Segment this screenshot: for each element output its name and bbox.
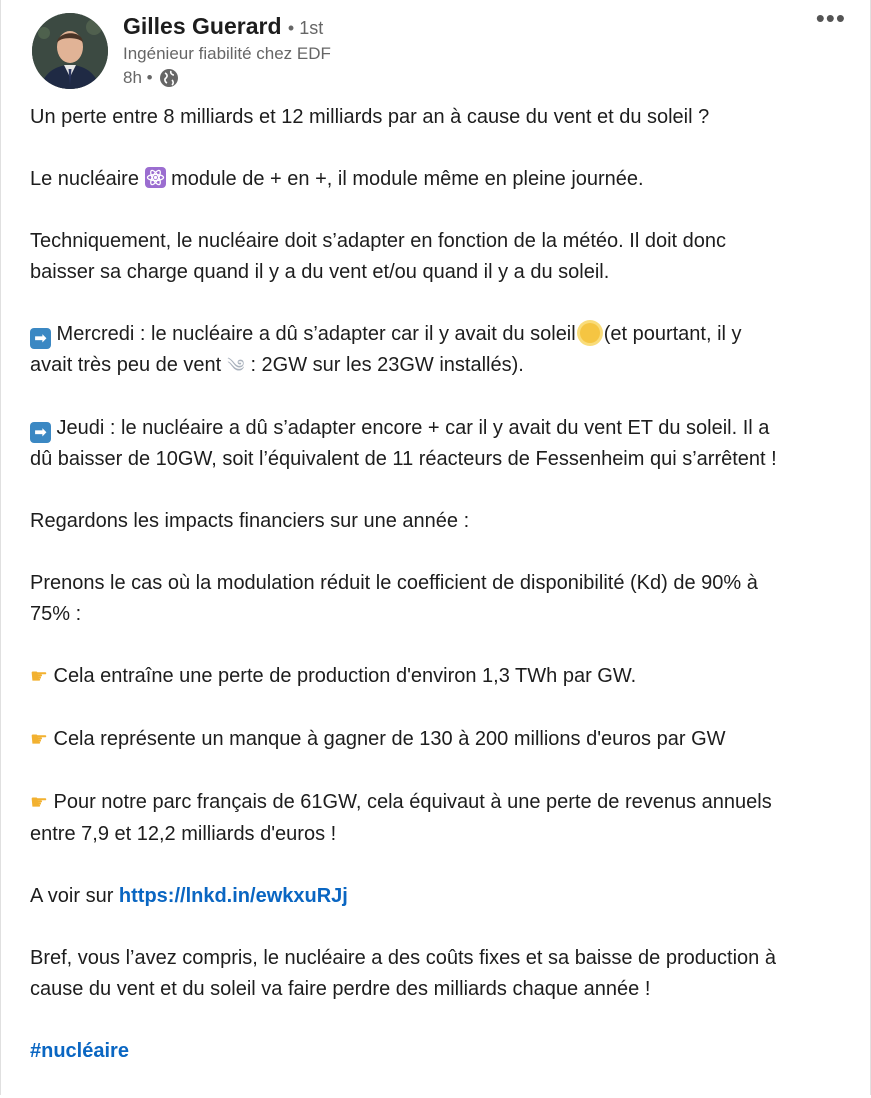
post-paragraph <box>30 164 850 195</box>
post-text: : 2GW sur les 23GW installés). <box>250 354 524 376</box>
right-arrow-icon: ➡ <box>30 422 51 443</box>
post-paragraph <box>30 413 850 475</box>
post-paragraph <box>30 881 850 912</box>
post-meta <box>123 68 179 88</box>
post-paragraph <box>30 724 850 756</box>
post-body <box>30 102 850 1098</box>
pointing-hand-icon: ☛ <box>30 729 48 751</box>
more-options-icon[interactable]: ••• <box>815 3 846 33</box>
atom-icon <box>145 167 166 188</box>
avatar[interactable] <box>32 13 108 89</box>
post-link[interactable]: https://lnkd.in/ewkxuRJj <box>118 885 348 907</box>
post-paragraph <box>30 1036 850 1067</box>
author-name[interactable] <box>123 13 323 40</box>
sun-icon <box>580 323 600 343</box>
post-time: 8h • <box>123 68 153 87</box>
post-text: Le nucléaire <box>30 168 145 190</box>
hashtag-link[interactable]: #nucléaire <box>30 1040 129 1062</box>
post-paragraph: Techniquement, le nucléaire doit s’adapter en fonction de la météo. Il doit donc baisser sa charge quand il y a du vent et/ou quand il y a du soleil. <box>30 230 726 283</box>
pointing-hand-icon: ☛ <box>30 666 48 688</box>
author-headline: Ingénieur fiabilité chez EDF <box>123 44 331 63</box>
post-paragraph <box>30 661 850 693</box>
post-text: Pour notre parc français de 61GW, cela équivaut à une perte de revenus annuels entre 7,9 et 12,2 milliards d'euros ! <box>30 791 772 845</box>
globe-icon <box>159 68 179 88</box>
post-text: A voir sur <box>30 885 119 907</box>
post-paragraph: Un perte entre 8 milliards et 12 milliards par an à cause du vent et du soleil ? <box>30 106 710 128</box>
post-text: Mercredi : le nucléaire a dû s’adapter car il y avait du soleil <box>51 323 576 345</box>
post-text: (et pourtant, il y avait très peu de vent <box>30 323 742 376</box>
post-paragraph: Regardons les impacts financiers sur une année : <box>30 510 470 532</box>
right-arrow-icon: ➡ <box>30 328 51 349</box>
connection-degree: • 1st <box>287 18 324 38</box>
post-paragraph <box>30 787 850 850</box>
author-name-text[interactable]: Gilles Guerard <box>123 13 282 39</box>
post-text: Jeudi : le nucléaire a dû s’adapter encore + car il y avait du vent ET du soleil. Il a dû baisser de 10GW, soit l’équivalent de 11 réacteurs de Fessenheim qui s’arrêtent ! <box>30 417 777 470</box>
post-paragraph: Prenons le cas où la modulation réduit le coefficient de disponibilité (Kd) de 90% à 75% : <box>30 572 758 625</box>
pointing-hand-icon: ☛ <box>30 792 48 814</box>
post-paragraph <box>30 319 850 382</box>
wind-icon: ༄ <box>227 356 245 376</box>
post-paragraph: Bref, vous l’avez compris, le nucléaire a des coûts fixes et sa baisse de production à cause du vent et du soleil va faire perdre des milliards chaque année ! <box>30 947 776 1000</box>
post-text: module de + en +, il module même en pleine journée. <box>165 168 644 190</box>
post-text: Cela entraîne une perte de production d'environ 1,3 TWh par GW. <box>47 665 637 687</box>
post-text: Cela représente un manque à gagner de 130 à 200 millions d'euros par GW <box>47 728 726 750</box>
